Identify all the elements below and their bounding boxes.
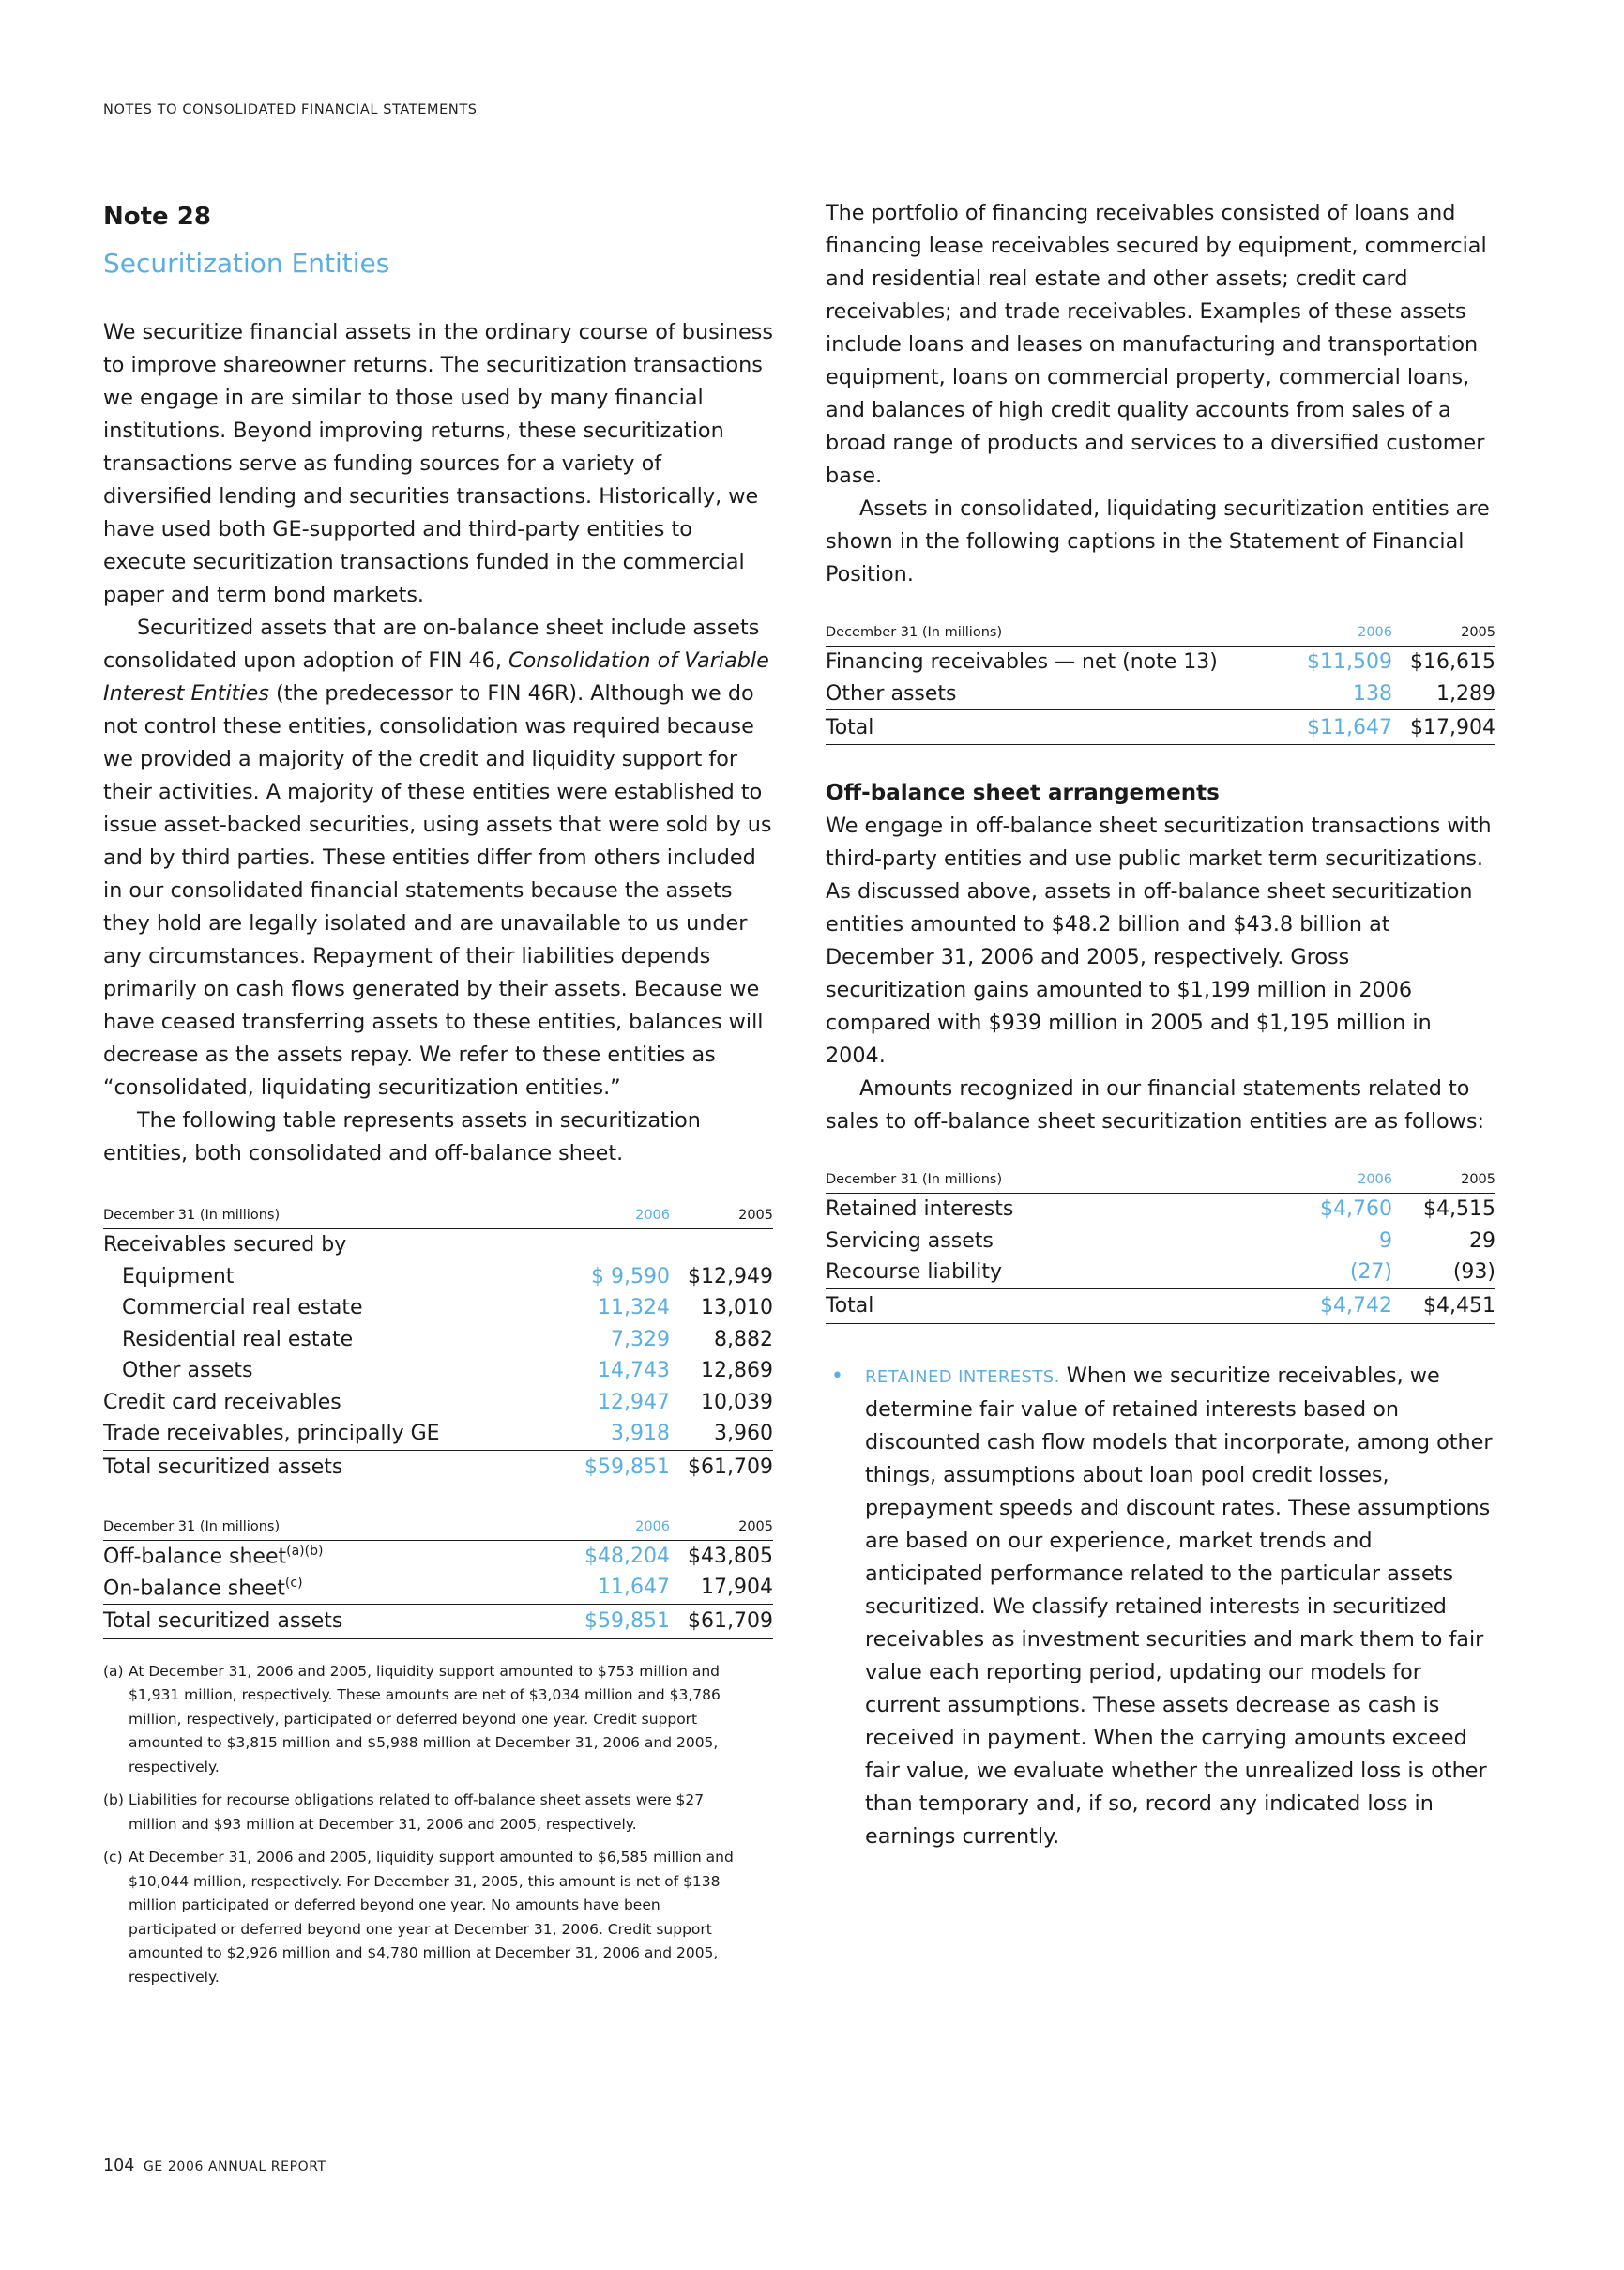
table-row	[103, 1387, 773, 1419]
value-2005: 29	[1469, 1228, 1495, 1253]
row-label: Total securitized assets	[103, 1450, 567, 1485]
table-header-2005: 2005	[670, 1208, 773, 1229]
footnote-b	[103, 1789, 773, 1836]
value-2006: 11,324	[598, 1296, 670, 1320]
report-title: GE 2006 ANNUAL REPORT	[143, 2159, 326, 2174]
table-row	[103, 1261, 773, 1293]
table-total-row	[103, 1604, 773, 1638]
off-balance-paragraph: We engage in off-balance sheet securitization transactions with third-party entities and use public market term securitizations. As discussed above, assets in off-balance sheet securitization entities amounted to $48.2 billion and $43.8 billion at December 31, 2006 and 2005, respectively. Gross securitization gains amounted to $1,199 million in 2006 compared with $939 million in 2005 and $1,195 million in 2004.	[826, 814, 1492, 1068]
row-label: Commercial real estate	[122, 1296, 363, 1320]
row-label: Receivables secured by	[103, 1233, 347, 1257]
row-label	[103, 1540, 567, 1572]
table-header-2005: 2005	[670, 1519, 773, 1541]
intro-paragraph: We securitize financial assets in the ordinary course of business to improve shareowner returns. The securitization transactions we engage in are similar to those used by many financial institutions. Beyond improving returns, these securitization transactions serve as funding sources for a variety of diversified lending and securities transactions. Historically, we have used both GE-supported and third-party entities to execute securitization transactions funded in the commercial paper and term bond markets.	[103, 320, 773, 607]
footnote-a	[103, 1660, 773, 1780]
value-2005: $4,515	[1423, 1197, 1495, 1222]
on-balance-paragraph	[103, 612, 773, 1105]
row-label: Recourse liability	[826, 1260, 1003, 1285]
value-2005: $43,805	[688, 1544, 773, 1568]
row-label: Retained interests	[826, 1197, 1014, 1222]
table-header-label: December 31 (In millions)	[826, 625, 1289, 647]
bullet-dot-icon: •	[831, 1364, 843, 1388]
value-2005: 13,010	[701, 1296, 773, 1320]
row-label: Total securitized assets	[103, 1604, 567, 1638]
row-label: Servicing assets	[826, 1228, 994, 1253]
row-label: Other assets	[826, 681, 957, 706]
page-footer	[103, 2156, 326, 2175]
table-header-2006: 2006	[567, 1519, 670, 1541]
row-label: Credit card receivables	[103, 1390, 341, 1414]
row-label: Total	[826, 710, 1289, 745]
row-label: Other assets	[122, 1359, 253, 1383]
value-2006: 138	[1353, 681, 1392, 706]
table-total-row	[826, 710, 1495, 745]
value-2006: 3,918	[611, 1422, 670, 1446]
value-2005: $17,904	[1392, 710, 1495, 745]
value-2005: $61,709	[670, 1604, 773, 1638]
off-balance-heading: Off-balance sheet arrangements	[826, 781, 1220, 805]
value-2006: 14,743	[598, 1359, 670, 1383]
table-header-2006: 2006	[1289, 1172, 1392, 1194]
value-2005: $16,615	[1410, 650, 1495, 675]
table-header-2006: 2006	[1289, 625, 1392, 647]
value-2005: 12,869	[701, 1359, 773, 1383]
value-2006: $11,647	[1289, 710, 1392, 745]
row-label	[103, 1572, 567, 1604]
table-row	[826, 678, 1495, 710]
footnote-ref: (c)	[284, 1575, 303, 1591]
right-column	[826, 197, 1495, 1853]
table-header-2006: 2006	[567, 1208, 670, 1229]
value-2005: $4,451	[1392, 1288, 1495, 1323]
value-2006: $4,742	[1289, 1288, 1392, 1323]
row-label: Equipment	[122, 1264, 235, 1288]
value-2006: $48,204	[584, 1544, 670, 1568]
value-2006: 11,647	[598, 1576, 670, 1600]
row-label-text: Off-balance sheet	[103, 1545, 287, 1569]
table-row	[826, 1257, 1495, 1288]
row-label: Total	[826, 1288, 1289, 1323]
table-header-label: December 31 (In millions)	[103, 1519, 567, 1541]
table-header-2005: 2005	[1392, 1172, 1495, 1194]
footnote-mark: (a)	[103, 1662, 124, 1680]
recognized-amounts-table	[826, 1172, 1495, 1324]
securitized-assets-table	[103, 1208, 773, 1485]
table-row	[103, 1292, 773, 1324]
retained-interests-bullet	[826, 1360, 1495, 1853]
footnote-text: At December 31, 2006 and 2005, liquidity support amounted to $753 million and $1,931 million, respectively. These amounts are net of $3,034 million and $3,786 million, respectively, participated or deferred beyond one year. Credit support amounted to $3,815 million and $5,988 million at December 31, 2006 and 2005, respectively.	[129, 1662, 721, 1775]
table-row	[103, 1324, 773, 1356]
table-row	[103, 1572, 773, 1604]
portfolio-paragraph: The portfolio of financing receivables consisted of loans and financing lease receivables secured by equipment, commercial and residential real estate and other assets; credit card receivables; and trade receivables. Examples of these assets include loans and leases on manufacturing and transportation equipment, loans on commercial property, commercial loans, and balances of high credit quality accounts from sales of a broad range of products and services to a diversified customer base.	[826, 201, 1487, 488]
table-header-2005: 2005	[1392, 625, 1495, 647]
table-total-row	[103, 1450, 773, 1485]
row-label-text: On-balance sheet	[103, 1576, 285, 1600]
value-2006: 12,947	[598, 1390, 670, 1414]
bullet-text	[865, 1360, 1495, 1853]
value-2006: $4,760	[1320, 1197, 1392, 1222]
fin46-title: Consolidation of Variable Interest Entities	[103, 648, 769, 706]
bullet-heading: RETAINED INTERESTS.	[865, 1366, 1060, 1387]
footnote-text: At December 31, 2006 and 2005, liquidity support amounted to $6,585 million and $10,044 million, respectively. For December 31, 2005, this amount is net of $138 million participated or deferred beyond one year. No amounts have been participated or deferred beyond one year at December 31, 2006. Credit support amounted to $2,926 million and $4,780 million at December 31, 2006 and 2005, respectively.	[129, 1849, 734, 1986]
left-column	[103, 197, 773, 1999]
value-2005: 3,960	[714, 1422, 773, 1446]
para-text: Securitized assets that are on-balance sheet include assets consolidated upon adoption of FIN 46,	[103, 616, 760, 673]
footnote-c	[103, 1846, 773, 1989]
value-2005: 10,039	[701, 1390, 773, 1414]
value-2006: (27)	[1349, 1260, 1392, 1285]
captions-paragraph: Assets in consolidated, liquidating securitization entities are shown in the following captions in the Statement of Financial Position.	[826, 496, 1490, 587]
row-label: Financing receivables — net (note 13)	[826, 650, 1218, 675]
value-2006: 9	[1379, 1228, 1392, 1253]
table-header-label: December 31 (In millions)	[826, 1172, 1289, 1194]
table-row	[103, 1418, 773, 1450]
amounts-intro-paragraph: Amounts recognized in our financial statements related to sales to off-balance sheet securitization entities are as follows:	[826, 1076, 1485, 1134]
value-2005: $61,709	[670, 1450, 773, 1485]
value-2005: 1,289	[1436, 681, 1495, 706]
table-header-label: December 31 (In millions)	[103, 1208, 567, 1229]
bullet-body: When we securitize receivables, we determine fair value of retained interests based on discounted cash flow models that incorporate, among other things, assumptions about loan pool credit losses, prepayment speeds and discount rates. These assumptions are based on our experience, market trends and anticipated performance related to the particular assets securitized. We classify retained interests in securitized receivables as investment securities and mark them to fair value each reporting period, updating our models for current assumptions. These assets decrease as cash is received in payment. When the carrying amounts exceed fair value, we evaluate whether the unrealized loss is other than temporary and, if so, record any indicated loss in earnings currently.	[865, 1363, 1493, 1849]
page-number: 104	[103, 2156, 135, 2175]
consolidated-entities-table	[826, 625, 1495, 745]
table-row	[103, 1229, 773, 1261]
value-2006: $59,851	[567, 1450, 670, 1485]
table-row	[826, 1226, 1495, 1257]
table-row	[826, 1194, 1495, 1226]
value-2005: $12,949	[688, 1264, 773, 1288]
row-label: Residential real estate	[122, 1327, 354, 1351]
row-label: Trade receivables, principally GE	[103, 1422, 440, 1446]
para-text: (the predecessor to FIN 46R). Although we do not control these entities, consolidation was required because we provided a majority of the credit and liquidity support for their activities. A majority of these entities were established to issue asset-backed securities, using assets that were sold by us and by third parties. These entities differ from others included in our consolidated financial statements because the assets they hold are legally isolated and are unavailable to us under any circumstances. Repayment of their liabilities depends primarily on cash flows generated by their assets. Because we have ceased transferring assets to these entities, balances will decrease as the assets repay. We refer to these entities as “consolidated, liquidating securitization entities.”	[103, 681, 772, 1100]
table-intro-paragraph: The following table represents assets in securitization entities, both consolidated and off-balance sheet.	[103, 1108, 701, 1165]
value-2005: 8,882	[714, 1327, 773, 1351]
footnotes	[103, 1660, 773, 1990]
table-row	[103, 1355, 773, 1387]
footnote-text: Liabilities for recourse obligations related to off-balance sheet assets were $27 million and $93 million at December 31, 2006 and 2005, respectively.	[129, 1791, 705, 1833]
balance-sheet-split-table	[103, 1519, 773, 1639]
value-2006: 7,329	[611, 1327, 670, 1351]
table-row	[826, 647, 1495, 678]
footnote-ref: (a)(b)	[286, 1544, 324, 1560]
footnote-mark: (c)	[103, 1849, 123, 1866]
table-row	[103, 1540, 773, 1572]
value-2005: 17,904	[701, 1576, 773, 1600]
note-title: Securitization Entities	[103, 248, 390, 279]
footnote-mark: (b)	[103, 1791, 124, 1808]
note-number: Note 28	[103, 203, 211, 236]
running-head: NOTES TO CONSOLIDATED FINANCIAL STATEMENTS	[103, 102, 478, 117]
value-2005: (93)	[1452, 1260, 1495, 1285]
table-total-row	[826, 1288, 1495, 1323]
value-2006: $11,509	[1307, 650, 1392, 675]
value-2006: $59,851	[567, 1604, 670, 1638]
value-2006: $ 9,590	[591, 1264, 670, 1288]
